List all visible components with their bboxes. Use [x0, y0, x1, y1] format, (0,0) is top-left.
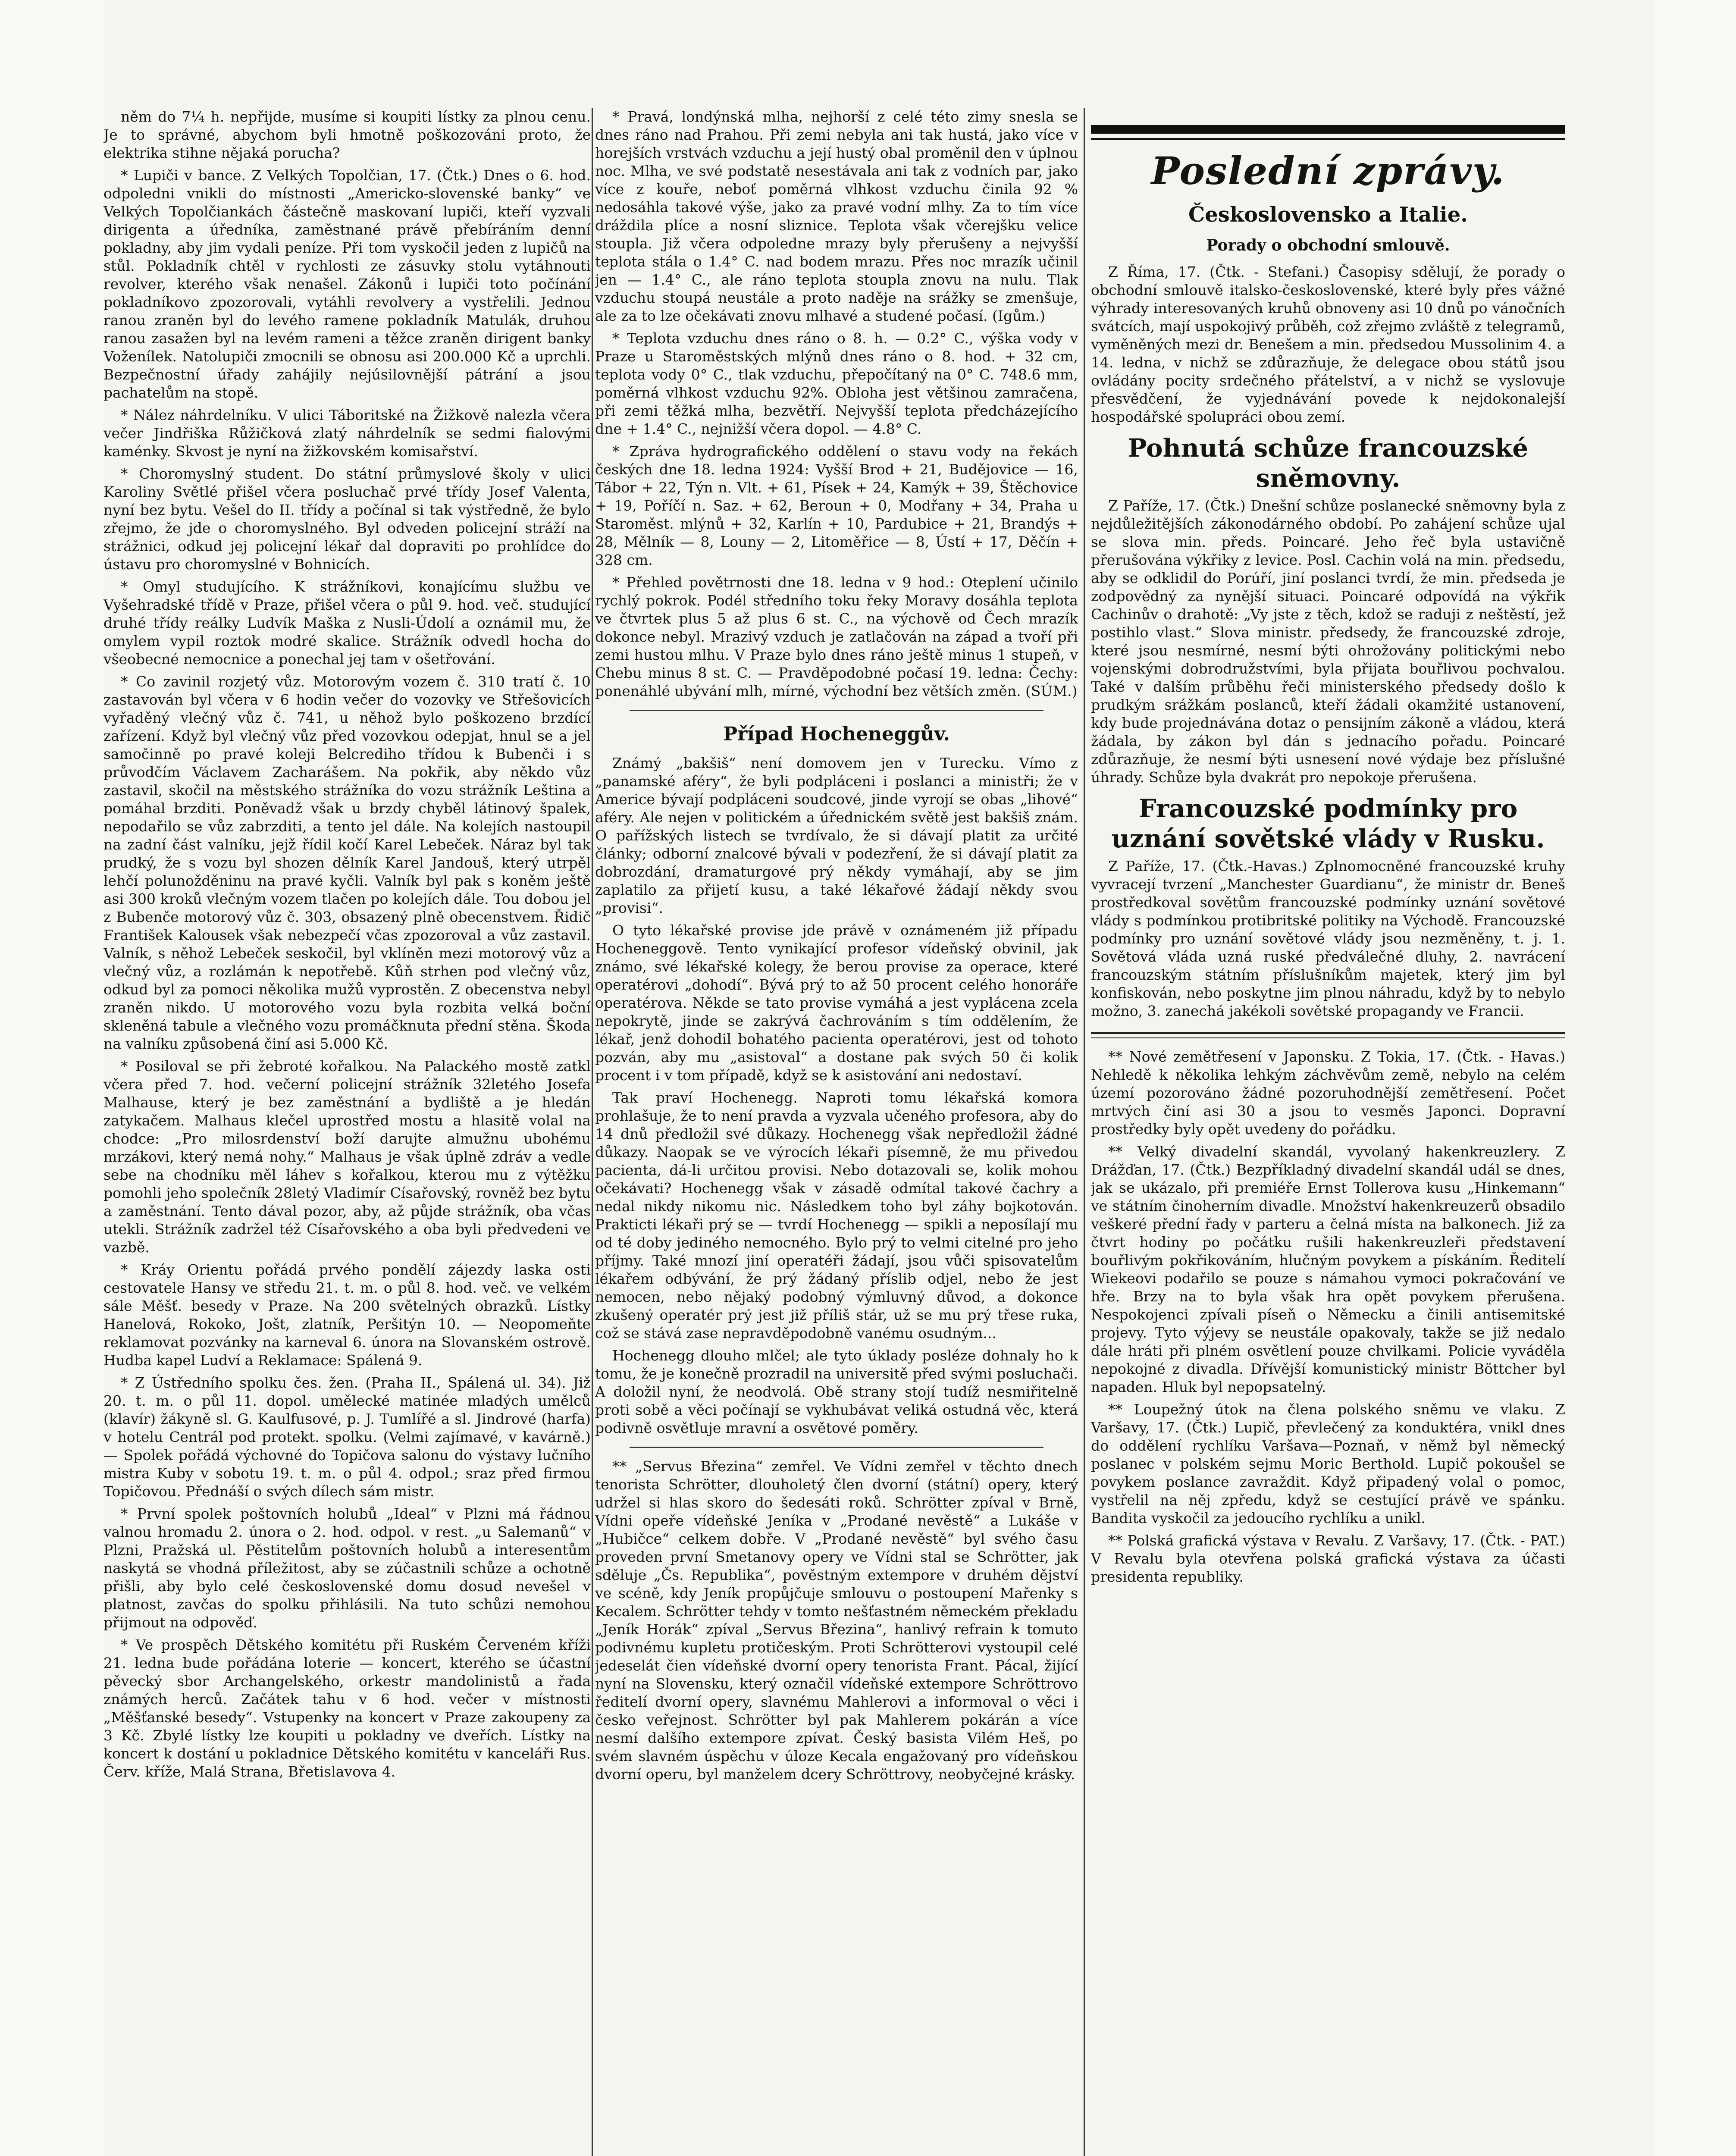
- article-student-mistake: * Omyl studujícího. K strážníkovi, konajícímu službu ve Vyšehradské třídě v Praze, přišel včera o půl 9. hod. več. studující druhé třídy reálky Ludvík Maška z Nusli-Údolí a oznámil mu, že omylem vypil roztok modré skalice. Strážník odvedl hocha do všeobecné nemocnice a ponechal jej tam v ošetřování.: [103, 578, 591, 667]
- hochenegg-paragraph: O tyto lékařské provise jde právě v oznámeném již případu Hocheneggově. Tento vynikající profesor vídeňský obvinil, jak známo, své lékařské kolegy, že berou provise za operace, které operatérovi „dohodí“. Bývá prý to až 50 procent celého honoráře operatérova. Někde se tato provise vymáhá a jest vyplácena zcela nepokrytě, jinde se zakrývá čachrováním s tím oddělením, že lékař, jenž dohodil bohatého pacienta operatérovi, jest od tohoto pozván, aby mu „asistoval“ a dostane pak svých 50 či kolik procent i v tom případě, když se k asistování ani nedostaví.: [595, 922, 1078, 1084]
- section-divider: [630, 710, 1043, 711]
- heading-french-chamber: Pohnutá schůze francouzské sněmovny.: [1128, 433, 1529, 493]
- column-divider: [1084, 108, 1085, 2156]
- section-divider: [630, 1447, 1043, 1448]
- hochenegg-paragraph: Tak praví Hochenegg. Naproti tomu lékařská komora prohlašuje, že to není pravda a vyzvala učeného profesora, aby do 14 dnů předložil své důkazy. Hochenegg však nepředložil žádné důkazy. Naopak se ve výrocích lékaři písemně, že mu přivedou pacienta, dá-li určitou provisi. Nebo dotazovali se, kolik mohou očekávati? Hochenegg však v zásadě odmítal takové čachry a nedal nikdy nikomu nic. Následkem toho byl záhy bojkotován. Prakticti lékaři prý se — tvrdí Hochenegg — spikli a neposílají mu od té doby jediného nemocného. Bylo prý to velmi citelné pro jeho příjmy. Také mnozí jiní operatéři žádají, jsou vůči spisovatelům lékařem odbývání, že prý žádaný příslib odjel, nebo že jest nemocen, nebo nějaký podobný výmluvný důvod, a dokonce zkušený operatér prý jest již příliš stár, už se mu prý třese ruka, což se stává zase nepravděpodobně vanému osudným...: [595, 1089, 1078, 1341]
- article-trade-agreement: Z Říma, 17. (Čtk. - Stefani.) Časopisy sdělují, že porady o obchodní smlouvě italsko-československé, které byly přes vážné výhrady interesovaných kruhů obnoveny asi 10 dnů po vánočních svátcích, mají uspokojivý průběh, což zřejmo zvláště z telegramů, vyměněných mezi dr. Benešem a min. předsedou Mussolinim 4. a 14. ledna, v nichž se zdůrazňuje, že delegace obou států jsou ovládány pocity srdečného přátelství, a v nichž se vyslovuje přesvědčení, že vyjednávání povede k nejdokonalejší hospodářské spolupráci obou zemí.: [1091, 263, 1565, 425]
- column-1: [103, 108, 591, 2156]
- right-margin: [1654, 0, 1736, 2156]
- hochenegg-paragraph: Známý „bakšiš“ není domovem jen v Turecku. Vímo z „panamské aféry“, že byli podpláceni i poslanci a ministři; že v Americe bývají podpláceni soudcové, jinde vyrojí se obas „lihové“ aféry. Ale nejen v politickém a úřednickém světě jest bakšiš znám. O pařížských listech se tvrdívalo, že si dávají platit za určité články; odborní znalcové bývali v podezření, že si dávají platit za dobrozdání, dramaturgové prý někdy vymáhají, aby se jim zaplatilo za přijetí kusu, a také lékařové žádají někdy svou „provisi“.: [595, 755, 1078, 916]
- article-tram-complaint: něm do 7¼ h. nepřijde, musíme si koupiti lístky za plnou cenu. Je to správné, abychom byli hmotně poškozováni proto, že elektrika stihne nějaká porucha?: [103, 108, 591, 161]
- article-servus-brezina: ** „Servus Březina“ zemřel. Ve Vídni zemřel v těchto dnech tenorista Schrötter, dlouholetý člen dvorní (státní) opery, který udržel si hlas skoro do šedesáti roků. Schrötter zpíval v Brně, Vídni opeře vídeňské Jeníka v „Prodané nevěstě“ a Lukáše v „Hubičce“ celkem dobře. V „Prodané nevěstě“ byl svého času proveden první Smetanovy opery ve Vídni stal se Schrötter, jak sděluje „Čs. Republika“, pověstným extempore v druhém dějství ve scéně, kdy Jeník propůjčuje smlouvu o postoupení Mařenky s Kecalem. Schrötter tehdy v tomto nešťastném německém překladu „Jeník Horák“ zpíval „Servus Březina“, hanlivý refrain k tomuto podivnému kupletu protičeským. Proti Schrötterovi vystoupil celé jedeselát čien vídeňské dvorní opery tenorista Frant. Pácal, žijící nyní na Slovensku, který označil vídeňské extempore Schröttrovo ředitelí dvorní opery, slavnému Mahlerovi a informoval o věci i česko veřejnost. Schrötter byl pak Mahlerem pokárán a více nesmí dalšího extempore zpívat. Český basista Vilém Heš, po svém slavném úspěchu v úloze Kecala engažovaný pro vídeňskou dvorní operu, byl manželem dcery Schröttrovy, neobyčejné krásky.: [595, 1458, 1078, 1783]
- article-air-temperature: * Teplota vzduchu dnes ráno o 8. h. — 0.2° C., výška vody v Praze u Staroměstských mlýnů dnes ráno o 8. hod. + 32 cm, teplota vody 0° C., tlak vzduchu, přepočítaný na 0° C. 748.6 mm, poměrná vlhkost vzduchu 92%. Obloha jest většinou zamračena, při zemi těžká mlha, bezvětří. Nejvyšší teplota předcházejícího dne + 1.4° C., nejnižší včera dopol. — 4.8° C.: [595, 330, 1078, 437]
- article-necklace-found: * Nález náhrdelníku. V ulici Táboritské na Žižkově nalezla včera večer Jindřiška Růžičková zlatý náhrdelník se sedmi fialovými kaménky. Skvost je nyní na žižkovském komisařství.: [103, 407, 591, 460]
- article-weather-overview: * Přehled povětrnosti dne 18. ledna v 9 hod.: Oteplení učinilo rychlý pokrok. Podél středního toku řeky Moravy dosáhla teplota ve čtvrtek plus 5 až plus 6 st. C., na výchově od Čech mrazík dokonce nebyl. Mrazivý vzduch je zatlačován na západ a tvoří při zemi hustou mlhu. V Praze bylo dnes ráno ještě minus 1 stupeň, v Chebu minus 8 st. C. — Pravděpodobné počasí 19. ledna: Čechy: ponenáhlé ubývání mlh, mírné, východní bez větších změn. (SÚM.): [595, 574, 1078, 699]
- article-bank-robbers: * Lupiči v bance. Z Velkých Topolčian, 17. (Čtk.) Dnes o 6. hod. odpoledni vnikli do místnosti „Americko-slovenské banky“ ve Velkých Topolčiankách částečně maskovaní lupiči, kteří vyzvali dirigenta a úředníka, zaměstnané právě přebíráním denní pokladny, aby jim vydali peníze. Při tom vyskočil jeden z lupičů na stůl. Pokladník chtěl v rychlosti ze zásuvky stolu vytáhnouti revolver, kterého však nenašel. Zákonů i lupiči toto počínání pokladníkovo zpozorovali, vytáhli revolvery a vystřelili. Jednou ranou zraněn byl do levého ramene pokladník Matulák, druhou ranou zasažen byl na levém rameni a těžce zraněn dirigent banky Voženílek. Natolupiči zmocnili se obnosu asi 200.000 Kč a uprchli. Bezpečnostní úřady zahájily nejúsilovnější pátrání a jsou pachatelům na stopě.: [103, 167, 591, 401]
- notice-pigeon-club: * První spolek poštovních holubů „Ideal“ v Plzni má řádnou valnou hromadu 2. února o 2. hod. odpol. v rest. „u Salemanů“ v Plzni, Pražská ul. Pěstitelům poštovních holubů a interesentům naskytá se vhodná příležitost, aby se zúčastnili schůze a ochotně přišli, aby bylo celé československé domu dosud nevešel v platnost, zavčas do spolku přihlásili. Na tuto schůzi nemohou přijmout na odpověď.: [103, 1505, 591, 1631]
- hochenegg-paragraph: Hochenegg dlouho mlčel; ale tyto úklady posléze dohnaly ho k tomu, že je konečně prozradil na universitě před svými posluchači. A doložil nyní, že neodvolá. Obě strany stojí tudíž nesmiřitelně proti sobě a věci počínají se vykhubávat veliká ostudná věc, která podivně osvětluje mravní a osvětové poměry.: [595, 1347, 1078, 1436]
- masthead-rule: [1091, 125, 1565, 134]
- latest-news-masthead: Poslední zprávy.: [1151, 148, 1505, 193]
- article-french-conditions: Z Paříže, 17. (Čtk.-Havas.) Zplnomocněné francouzské kruhy vyvracejí tvrzení „Manchester Guardianu“, že ministr dr. Beneš prostředkoval sovětům francouzské podmínky uznání sovětové vlády s podmínkou protibritské politiky na Východě. Francouzské podmínky pro uznání sovětové vlády jsou nezměněny, t. j. 1. Sovětová vláda uzná ruské předválečné dluhy, 2. navrácení francouzským státním příslušníkům majetek, který jim byl konfiskován, nebo poskytne jim plnou náhradu, když by to nebylo možno, 3. zanechá jakékoli sovětské propagandy ve Francii.: [1091, 858, 1565, 1019]
- subheading-trade-agreement: Porady o obchodní smlouvě.: [1206, 236, 1450, 254]
- article-river-levels: * Zpráva hydrografického oddělení o stavu vody na řekách českých dne 18. ledna 1924: Vyšší Brod + 21, Budějovice — 16, Tábor + 22, Týn n. Vlt. + 61, Písek + 24, Kamýk + 39, Štěchovice + 19, Poříčí n. Saz. + 62, Beroun + 0, Modřany + 34, Praha u Staroměst. mlýnů + 32, Karlín + 10, Pardubice + 21, Brandýs + 28, Mělník — 8, Louny — 2, Litoměřice — 8, Ústí + 17, Děčín + 328 cm.: [595, 443, 1078, 568]
- article-beggar: * Posiloval se při žebroté kořalkou. Na Palackého mostě zatkl včera před 7. hod. večerní policejní strážník 32letého Josefa Malhause, který je bez zaměstnání a bydliště a je hledán zatykačem. Malhaus klečel uprostřed mostu a hlasitě volal na chodce: „Pro milosrdenství boží darujte almužnu ubohému mrzákovi, který nemá nohy.“ Malhaus je však úplně zdráv a vedle sebe na chodníku měl láhev s kořalkou, kterou mu z výtěžku pomohli jeho společník 28letý Vladimír Císařovský, rovněž bez bytu a zaměstnání. Tento dával pozor, aby, až půjde strážník, oba včas utekli. Strážník zadržel též Císařovského a oba byli předvedeni ve vazbě.: [103, 1058, 591, 1256]
- article-runaway-tram: * Co zavinil rozjetý vůz. Motorovým vozem č. 310 tratí č. 10 zastavován byl včera v 6 hodin večer do vozovky ve Střešovicích vyřaděný vlečný vůz č. 741, u něhož bylo poškozeno brzdící zařízení. Když byl vlečný vůz před vozovkou odepjat, hnul se a jel samočinně po pravé koleji Belcrediho třídou k Bubenči i s průvodčím Václavem Zacharášem. Na pokřik, aby někdo vůz zastavil, skočil na městského strážníka do vozu strážník Leština a pomáhal brzditi. Poněvadž však u brzdy chyběl látinový špalek, nepodařilo se vůz zabrzditi, a tento jel dále. Na kolejích nastoupil na zadní část valníku, jejž řídil kočí Karel Lebeček. Náraz byl tak prudký, že s vozu byl shozen dělník Karel Jandouš, který utrpěl lehčí polunožděninu na pravé kyčli. Valník byl pak s koněm ještě asi 300 kroků vlečným vozem tlačen po kolejích dále. Tou dobou jel z Bubenče motorový vůz č. 303, obsazený plně obecenstvem. Řidič František Kalousek však nebezpečí včas zpozoroval a vůz zastavil. Valník, s něhož Lebeček seskočil, byl vklíněn mezi motorový vůz a vlečný vůz, a rozlámán k nepotřebě. Kůň strhen pod vlečný vůz, odkud byl za pomoci několika mužů vyprostěn. Z obecenstva nebyl zraněn nikdo. U motorového vozu byla rozbita velká boční skleněná tabule a vlečného vozu promáčknuta přední stěna. Škoda na valníku způsobená činí asi 5.000 Kč.: [103, 673, 591, 1052]
- article-french-chamber: Z Paříže, 17. (Čtk.) Dnešní schůze poslanecké sněmovny byla z nejdůležitějších zákonodárného období. Po zahájení schůze ujal se slova min. předs. Poincaré. Jeho řeč byla ustavičně přerušována výkřiky z levice. Posl. Cachin volá na min. předsedu, aby se odklidil do Porúří, jiní poslanci tvrdí, že min. předseda je zodpovědný za nynější situaci. Poincaré odpovídá na výkřik Cachinův o drahotě: „Vy jste z těch, kdož se raduji z neštěstí, jež postihlo vlast.“ Slova ministr. předsedy, že francouzské zdroje, které jsou nesmírné, nesmí býti ohrožovány politickými nebo vojenskými dobrodružstvími, byla přijata bouřlivou pochvalou. Také v dalším průběhu řeči ministerského předsedy došlo k prudkým srážkám poslanců, kteří žádali okamžité ustanovení, kdy bude projednávána dotaz o pensijním zákoně a vládou, která žádala, by zákon byl dán s jednacího pořadu. Poincaré zdůrazňuje, že nesmí býti usnesení nové výdaje bez příslušné úhrady. Schůze byla dvakrát pro nepokoje přerušena.: [1091, 497, 1565, 786]
- section-divider: [1091, 1032, 1565, 1038]
- column-3: [1091, 108, 1565, 2156]
- column-divider: [592, 108, 593, 2156]
- article-mad-student: * Choromyslný student. Do státní průmyslové školy v ulici Karoliny Světlé přišel včera posluchač prvé třídy Josef Valenta, nyní bez bytu. Vešel do II. třídy a počínal si tak výstředně, že bylo zřejmo, že jde o choromyslného. Byl odveden policejní stráží na strážnici, odkud jej policejní lékař dal dopraviti po prohlídce do ústavu pro choromyslné v Bohnicích.: [103, 465, 591, 573]
- article-train-robbery: ** Loupežný útok na člena polského sněmu ve vlaku. Z Varšavy, 17. (Čtk.) Lupič, převlečený za konduktéra, vnikl dnes do oddělení rychlíku Varšava—Poznaň, v němž byl německý poslanec v polském sejmu Moric Berthold. Lupič pokoušel se povykem poslance zavraždit. Když připadený volal o pomoc, vystřelil na něj zpředu, když se cestující právě ve spánku. Bandita vyskočil za jedoucího rychlíku a unikl.: [1091, 1401, 1565, 1526]
- masthead-rule: [1091, 138, 1565, 140]
- left-margin: [0, 0, 103, 2156]
- notice-womens-association: * Z Ústředního spolku čes. žen. (Praha II., Spálená ul. 34). Již 20. t. m. o půl 11. dopol. umělecké matinée mladých umělců (klavír) žákyně sl. G. Kaulfusové, p. J. Tumlířé a sl. Jindrové (harfa) v hotelu Centrál pod protekt. spolku. (Velmi zajímavé, v kavárně.) — Spolek pořádá výchovné do Topičova salonu do výstavy lučního mistra Kuby v sobotu 19. t. m. o půl 4. odpol.; sraz před firmou Topičovou. Přednáší o svých dílech sám mistr.: [103, 1374, 591, 1500]
- notice-orient: * Kráy Orientu pořádá prvého pondělí zájezdy laska osti cestovatele Hansy ve středu 21. t. m. o půl 8. hod. več. ve velkém sále Měšť. besedy v Praze. Na 200 světelných obrazků. Lístky Hanelová, Rokoko, Jošt, zlatník, Peršitýn 10. — Neopomeňte reklamovat pozvánky na karneval 6. února na Slovanském ostrově. Hudba kapel Ludví a Reklamace: Spálená 9.: [103, 1261, 591, 1369]
- article-japan-earthquake: ** Nové zemětřesení v Japonsku. Z Tokia, 17. (Čtk. - Havas.) Nehledě k několika lehkým záchvěvům země, nebylo na celém území pozorováno žádné pozoruhodnější zemětřesení. Počet mrtvých činí asi 30 a jsou to vesměs Japonci. Dopravní prostředky byly opět uvedeny do pořádku.: [1091, 1048, 1565, 1138]
- column-2: [595, 108, 1078, 2156]
- article-theatre-scandal: ** Velký divadelní skandál, vyvolaný hakenkreuzlery. Z Drážďan, 17. (Čtk.) Bezpříkladný divadelní skandál udál se dnes, jak se ukázalo, při premiéře Ernst Tollerova kusu „Hinkemann“ ve státním činoherním divadle. Množství hakenkreuzerů obsadilo veškeré přední řady v parteru a čelná místa na balkonech. Již za čtvrt hodiny po počátku rušili hakenkreuzleři představení bouřlivým pokřikováním, hlučným povykem a pískáním. Ředitelí Wiekeovi podařilo se pouze s námahou vymoci pokračování ve hře. Brzy na to byla však hra opět povykem přerušena. Nespokojenci zpívali píseň o Německu a činili antisemitské projevy. Tyto výjevy se neustále opakovaly, takže se již nedalo dále hráti při plném osvětlení pouze chvilkami. Policie vyváděla nepokojné z divadla. Dřívější komunistický ministr Böttcher byl napaden. Hluk byl nepopsatelný.: [1091, 1143, 1565, 1395]
- article-london-fog: * Pravá, londýnská mlha, nejhorší z celé této zimy snesla se dnes ráno nad Prahou. Při zemi nebyla ani tak hustá, jako více v horejších vrstvách vzduchu a její hustý obal proměnil den v úplnou noc. Mlha, ve své podstatě nesestávala ani tak z vodních par, jako více z kouře, neboť poměrná vlhkost vzduchu činila 92 % nedosáhla takové výše, jako za pravé vodní mlhy. Za to tím více dráždila plíce a nosní sliznice. Teplota však včerejšku velice stoupla. Již včera odpoledne mrazy byly přerušeny a nejvyšší teplota stála o 1.4° C. nad bodem mrazu. Přes noc mrazík učinil jen — 1.4° C., ale ráno teplota stoupla znovu na nulu. Tlak vzduchu stoupá neustále a proto naděje na srážky se zmenšuje, ale za to lze očekávati znovu mlhavé a studené počasí. (Igům.): [595, 108, 1078, 324]
- heading-french-conditions: Francouzské podmínky pro uznání sovětské vlády v Rusku.: [1111, 794, 1545, 853]
- heading-hochenegg: Případ Hocheneggův.: [723, 723, 950, 745]
- notice-red-cross: * Ve prospěch Dětského komitétu při Ruském Červeném kříži 21. ledna bude pořádána loterie — koncert, kterého se účastní pěvecký sbor Archangelského, orkestr mandolinistů a řada známých herců. Začátek tahu v 6 hod. večer v místnosti „Měšťanské besedy“. Vstupenky na koncert v Praze zakoupeny za 3 Kč. Zbylé lístky lze koupiti u pokladny ve dveřích. Lístky na koncert k dostání u pokladnice Dětského komitétu v kanceláři Rus. Červ. kříže, Malá Strana, Břetislavova 4.: [103, 1636, 591, 1780]
- heading-czechoslovakia-italy: Československo a Italie.: [1188, 203, 1468, 227]
- article-polish-exhibition: ** Polská grafická výstava v Revalu. Z Varšavy, 17. (Čtk. - PAT.) V Revalu byla otevřena polská grafická výstava za účasti presidenta republiky.: [1091, 1532, 1565, 1585]
